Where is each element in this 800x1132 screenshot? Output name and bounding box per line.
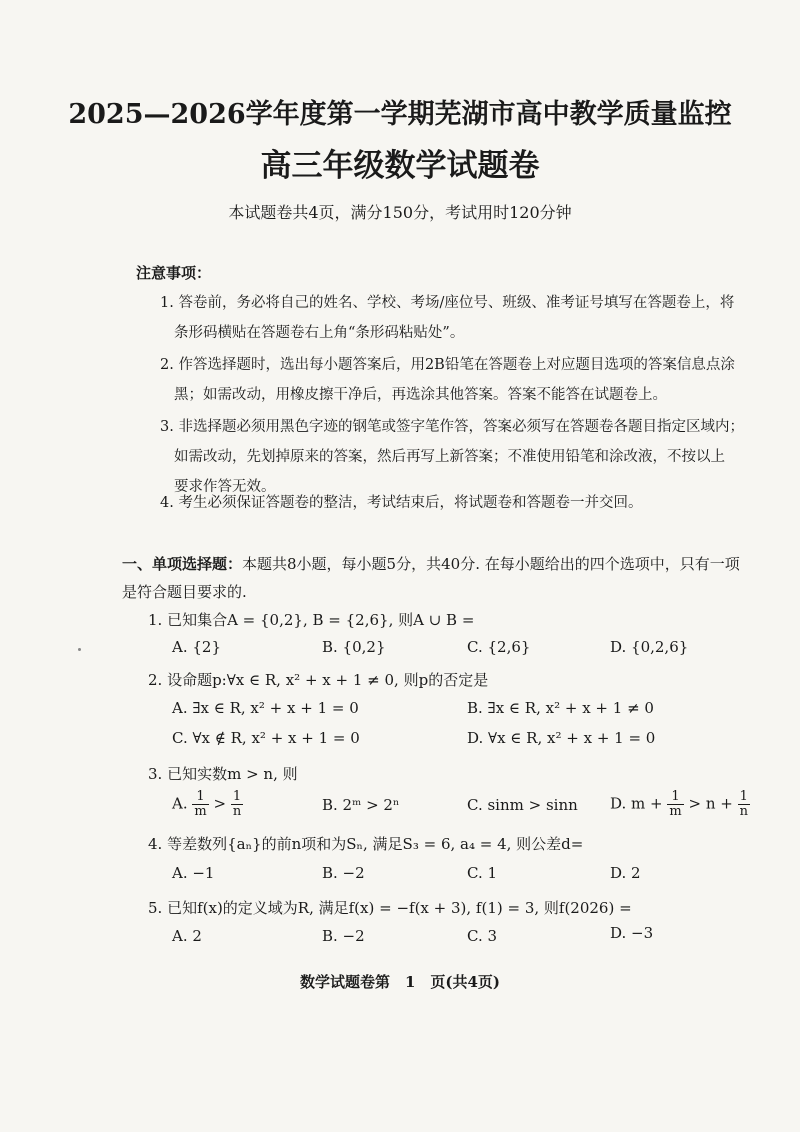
question-stem: 4. 等差数列{aₙ}的前n项和为Sₙ, 满足S₃ = 6, a₄ = 4, 则公差d= — [148, 835, 584, 853]
notice-heading: 注意事项： — [136, 264, 212, 282]
scan-speck — [78, 648, 81, 651]
question-stem: 2. 设命题p:∀x ∈ R, x² + x + 1 ≠ 0, 则p的否定是 — [148, 671, 489, 689]
notice-line: 1. 答卷前，务必将自己的姓名、学校、考场/座位号、班级、准考证号填写在答题卷上，将 — [160, 295, 735, 311]
option-letter: D. m + — [610, 794, 663, 813]
q4-option-c: C. 1 — [467, 864, 498, 882]
fraction-denominator: n — [232, 804, 242, 819]
q3-option-b: B. 2ᵐ > 2ⁿ — [322, 796, 400, 814]
question-2 — [148, 667, 768, 693]
q5-option-d: D. −3 — [610, 924, 654, 942]
q5-option-a: A. 2 — [172, 927, 202, 945]
notice-line: 如需改动，先划掉原来的答案，然后再写上新答案；不准使用铅笔和涂改液，不按以上 — [174, 449, 725, 465]
fraction-denominator: n — [739, 804, 748, 819]
q5-option-c: C. 3 — [467, 927, 498, 945]
exam-title-line1: 2025—2026学年度第一学期芜湖市高中教学质量监控 — [68, 99, 732, 130]
fraction — [192, 790, 208, 819]
section-desc-line2: 是符合题目要求的. — [122, 583, 247, 601]
q4-option-d: D. 2 — [610, 864, 641, 882]
question-stem: 3. 已知实数m > n, 则 — [148, 765, 298, 783]
q5-option-b: B. −2 — [322, 927, 365, 945]
q4-option-b: B. −2 — [322, 864, 365, 882]
question-3 — [148, 761, 768, 787]
notice-item-1 — [160, 288, 760, 348]
q1-option-d: D. {0,2,6} — [610, 638, 689, 656]
notice-item-2 — [160, 350, 760, 410]
q1-option-c: C. {2,6} — [467, 638, 531, 656]
relation: > n + — [688, 794, 733, 813]
notice-line: 2. 作答选择题时，选出每小题答案后，用2B铅笔在答题卷上对应题目选项的答案信息点涂 — [160, 357, 735, 373]
section-desc-line1: 本题共8小题，每小题5分，共40分. 在每小题给出的四个选项中，只有一项 — [242, 555, 740, 573]
fraction — [231, 790, 243, 819]
question-5 — [148, 895, 768, 921]
q1-option-b: B. {0,2} — [322, 638, 386, 656]
notice-line: 4. 考生必须保证答题卷的整洁，考试结束后，将试题卷和答题卷一并交回。 — [160, 495, 643, 511]
question-1 — [148, 607, 768, 633]
question-stem: 5. 已知f(x)的定义域为R, 满足f(x) = −f(x + 3), f(1) = 3, 则f(2026) = — [148, 899, 632, 917]
fraction — [667, 790, 683, 819]
notice-line: 条形码横贴在答题卷右上角“条形码粘贴处”。 — [174, 325, 465, 341]
q3-option-d — [610, 790, 750, 819]
option-letter: A. — [172, 794, 188, 813]
q2-option-d: D. ∀x ∈ R, x² + x + 1 = 0 — [467, 729, 656, 747]
q1-option-a: A. {2} — [172, 638, 221, 656]
q2-option-c: C. ∀x ∉ R, x² + x + 1 = 0 — [172, 729, 360, 747]
fraction-numerator: 1 — [231, 790, 243, 805]
q3-option-a — [172, 790, 243, 819]
notice-item-4 — [160, 488, 760, 518]
question-stem: 1. 已知集合A = {0,2}, B = {2,6}, 则A ∪ B = — [148, 611, 475, 629]
section-heading: 一、单项选择题： — [122, 555, 243, 573]
q4-option-a: A. −1 — [172, 864, 215, 882]
notice-line: 3. 非选择题必须用黑色字迹的钢笔或签字笔作答，答案必须写在答题卷各题目指定区域内； — [160, 419, 744, 435]
fraction-numerator: 1 — [738, 790, 750, 805]
notice-line: 黑；如需改动，用橡皮擦干净后，再选涂其他答案。答案不能答在试题卷上。 — [174, 387, 667, 403]
q2-option-a: A. ∃x ∈ R, x² + x + 1 = 0 — [172, 699, 359, 717]
exam-subtitle: 本试题卷共4页，满分150分，考试用时120分钟 — [228, 203, 572, 222]
fraction-numerator: 1 — [667, 790, 683, 805]
fraction — [738, 790, 750, 819]
relation: > — [213, 794, 227, 813]
fraction-numerator: 1 — [192, 790, 208, 805]
question-4 — [148, 831, 768, 857]
fraction-denominator: m — [194, 804, 207, 819]
fraction-denominator: m — [669, 804, 682, 819]
page-footer: 数学试题卷第 1 页(共4页) — [299, 973, 501, 991]
section-single-choice — [122, 550, 762, 606]
q2-option-b: B. ∃x ∈ R, x² + x + 1 ≠ 0 — [467, 699, 654, 717]
q3-option-c: C. sinm > sinn — [467, 796, 578, 814]
exam-title-line2: 高三年级数学试题卷 — [260, 148, 540, 184]
notice-line: 要求作答无效。 — [174, 479, 276, 495]
